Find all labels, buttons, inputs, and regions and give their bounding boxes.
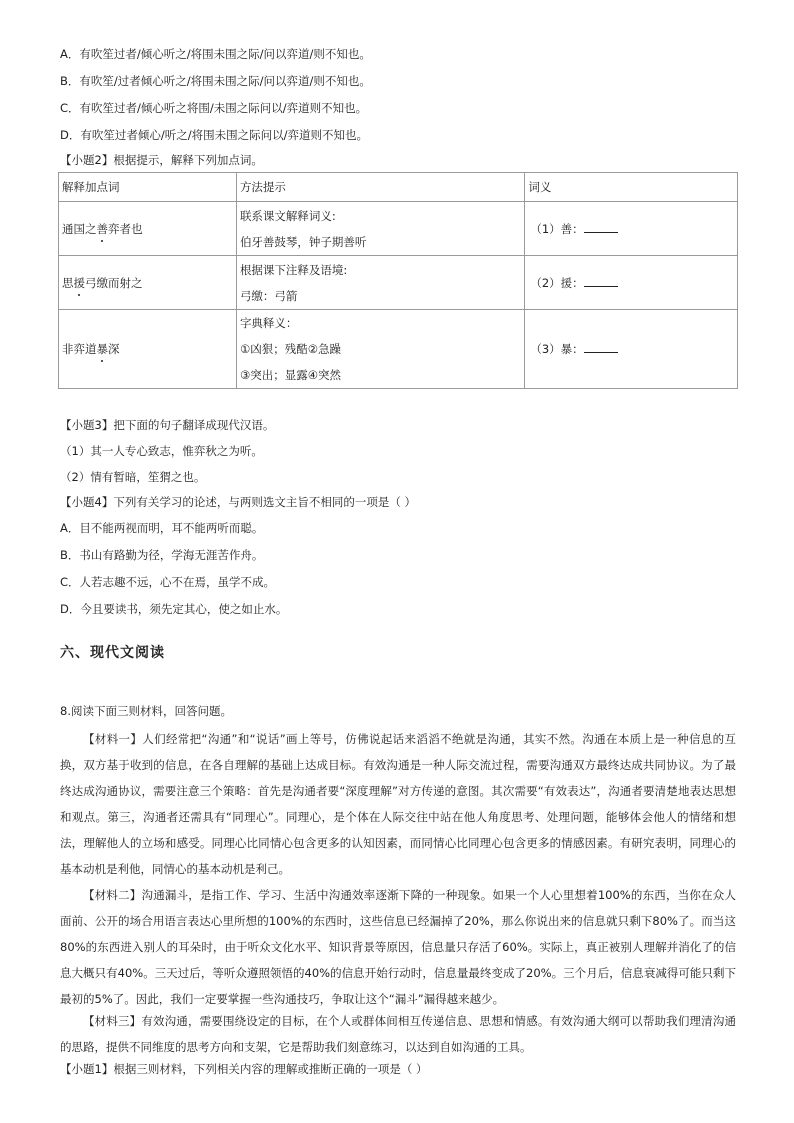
q2-meaning: （1）善：: [525, 202, 738, 256]
q2-meaning: （2）援：: [525, 256, 738, 310]
dotted-word: 善: [96, 221, 108, 236]
section-title: 六、现代文阅读: [60, 645, 165, 661]
q2-table: [58, 172, 738, 389]
answer-blank[interactable]: [584, 276, 618, 287]
q3-prompt: 【小题3】把下面的句子翻译成现代汉语。: [60, 418, 275, 432]
q2-row: [59, 202, 738, 256]
q2-phrase: 思援弓缴而射之: [59, 256, 237, 310]
answer-blank[interactable]: [584, 342, 618, 353]
answer-blank[interactable]: [584, 222, 618, 233]
q2-meaning: （3）暴：: [525, 310, 738, 389]
q2-prompt: 【小题2】根据提示，解释下列加点词。: [60, 153, 263, 167]
dotted-word: 暴: [96, 342, 108, 356]
q2-row: [59, 310, 738, 389]
q1-option-a: A．有吹笙过者/倾心听之/将围未围之际/问以弈道/则不知也。: [60, 47, 371, 61]
q8-1-prompt: 【小题1】根据三则材料，下列相关内容的理解或推断正确的一项是（ ）: [60, 1062, 428, 1076]
material-3: 【材料三】有效沟通，需要围绕设定的目标，在个人或群体间相互传递信息、思想和情感。有效沟通大纲可以帮助我们理清沟通的思路，提供不同维度的思考方向和支架，它是帮助我们刻意练习，以达到自如沟通的工具。: [60, 1014, 736, 1054]
q2-header-hint: 方法提示: [236, 173, 524, 202]
q4-option-a: A．目不能两视而明，耳不能两听而聪。: [60, 521, 264, 535]
q3-item-2: （2）情有暂暗，笙猬之也。: [60, 470, 206, 484]
q1-option-c: C．有吹笙过者/倾心听之将围/未围之际问以/弈道则不知也。: [60, 101, 368, 115]
q4-option-d: D．今且要读书，须先定其心，使之如止水。: [60, 602, 288, 616]
q2-hint: 联系课文解释词义: 伯牙善鼓琴，钟子期善听: [236, 202, 524, 256]
q2-phrase: 通国之善弈者也: [59, 202, 237, 256]
material-2: 【材料二】沟通漏斗，是指工作、学习、生活中沟通效率逐渐下降的一种现象。如果一个人心里想着100%的东西，当你在众人面前、公开的场合用语言表达心里所想的100%的东西时，这些信息已经漏掉了20%，那么你说出来的信息就只剩下80%了。而当这80%的东西进入别人的耳朵时，由于听众文化水平、知识背景等原因，信息量只存活了60%。实际上，真正被别人理解并消化了的信息大概只有40%。三天过后，等听众遵照领悟的40%的信息开始行动时，信息量最终变成了20%。三个月后，信息衰减得可能只剩下最初的5%了。因此，我们一定要掌握一些沟通技巧，争取让这个“漏斗”漏得越来越少。: [60, 888, 736, 1006]
q3-item-1: （1）其一人专心致志，惟弈秋之为听。: [60, 444, 263, 458]
q2-header-meaning: 词义: [525, 173, 738, 202]
q2-header-phrase: 解释加点词: [59, 173, 237, 202]
q1-option-b: B．有吹笙/过者倾心听之/将围未围之际/问以弈道/则不知也。: [60, 74, 371, 88]
q4-option-c: C．人若志趣不远，心不在焉，虽学不成。: [60, 575, 276, 589]
q1-option-d: D．有吹笙过者倾心/听之/将围未围之际问以/弈道则不知也。: [60, 128, 368, 142]
q2-table-header: [59, 173, 738, 202]
material-1: 【材料一】人们经常把“沟通”和“说话”画上等号，仿佛说起话来滔滔不绝就是沟通，其实不然。沟通在本质上是一种信息的互换，双方基于收到的信息，在各自理解的基础上达成目标。有效沟通是一种人际交流过程，需要沟通双方最终达成共同协议。为了最终达成沟通协议，需要注意三个策略：首先是沟通者要“深度理解”对方传递的意图。其次需要“有效表达”，沟通者要清楚地表达思想和观点。第三，沟通者还需具有“同理心”。同理心，是个体在人际交往中站在他人角度思考、处理问题，能够体会他人的情绪和想法，理解他人的立场和感受。同理心比同情心包含更多的认知因素，而同情心比同理心包含更多的情感因素。有研究表明，同理心的基本动机是利他，同情心的基本动机是利己。: [60, 732, 736, 876]
q4-option-b: B．书山有路勤为径，学海无涯苦作舟。: [60, 548, 264, 562]
dotted-word: 援: [73, 275, 85, 290]
q2-hint: 字典释义： ①凶狠；残酷②急躁 ③突出；显露④突然: [236, 310, 524, 389]
q8-intro: 8.阅读下面三则材料，回答问题。: [60, 704, 232, 718]
q4-prompt: 【小题4】下列有关学习的论述，与两则选文主旨不相同的一项是（ ）: [60, 495, 416, 509]
q2-hint: 根据课下注释及语境: 弓缴：弓箭: [236, 256, 524, 310]
q2-phrase: 非弈道暴深: [59, 310, 237, 389]
q2-row: [59, 256, 738, 310]
